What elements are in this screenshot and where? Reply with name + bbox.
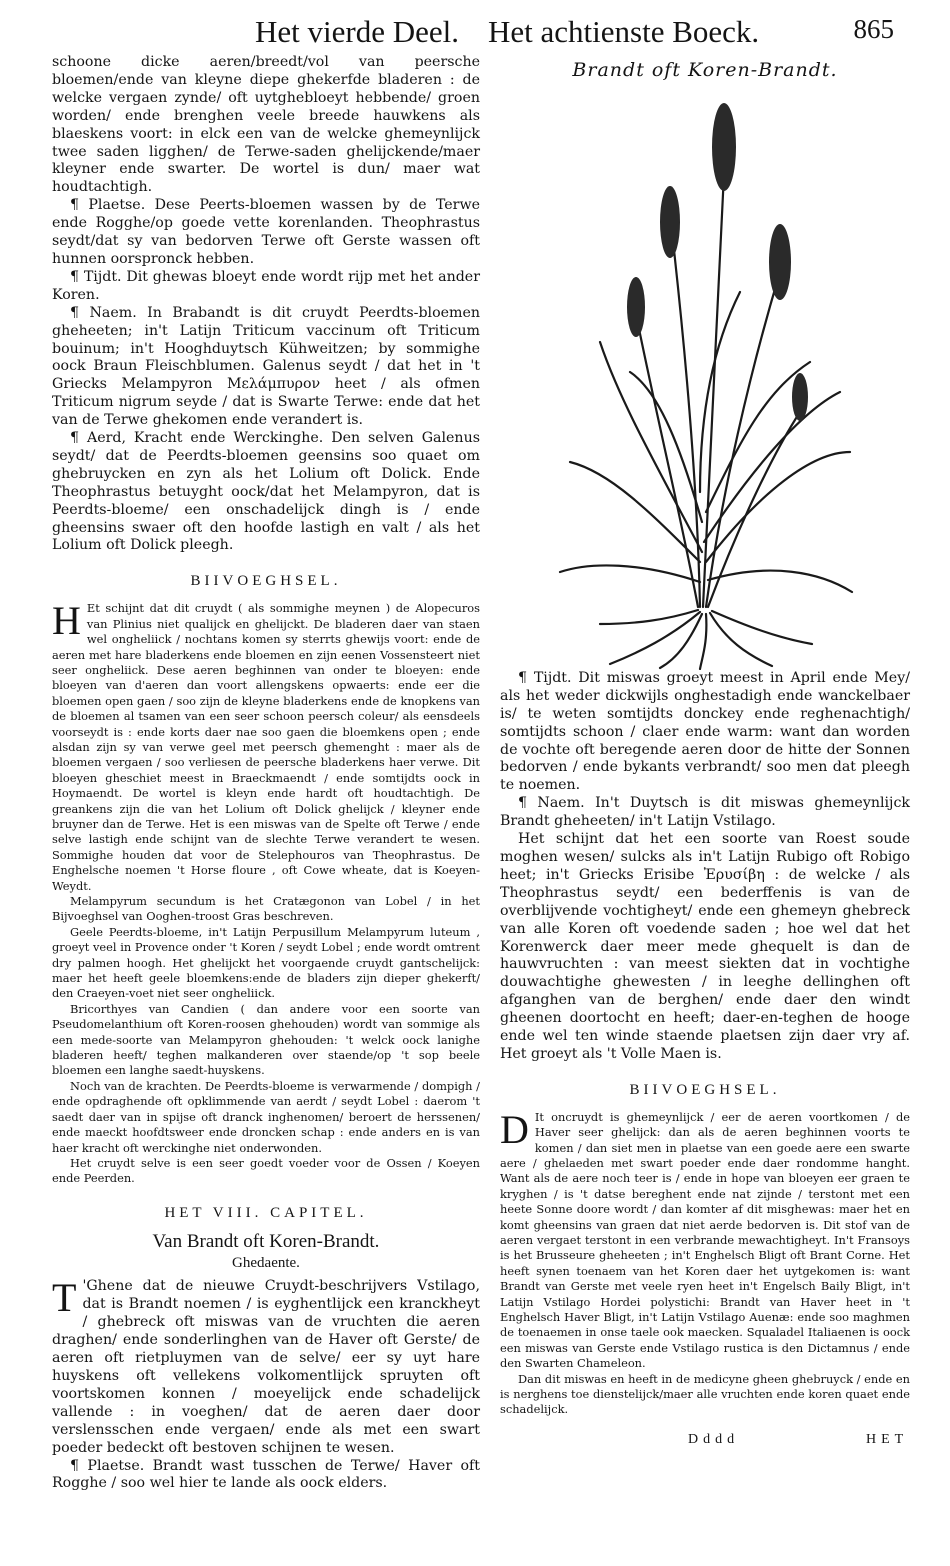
ghedaente-text: 'Ghene dat de nieuwe Cruydt-beschrijvers Vstilago, dat is Brandt noemen / is eyghentlijck een kranckheyt / ghebreck oft miswas van de vruchten die aeren draghen/ ende sonderlinghen van de Haver oft Gerste/ de aeren oft rietpluymen van de selve/ eer sy uyt hare huyskens oft vellekens volkomentlijck spruyten oft voortskomen konnen / moeyelijck ende schadelijck vallende : in voeghen/ dat de aeren daer door verslensschen ende vergaen/ ende als met een swart poeder bedeckt oft bestoven schijnen te wesen. xyxy=(52,1278,480,1456)
paragraph-aerd: ¶ Aerd, Kracht ende Werckinghe. Den selven Galenus seydt/ dat de Peerdts-bloemen geensins soo quaet om ghebruycken en zyn als het Lolium oft Dolick. Ende Theophrastus betuyght oock/dat het Melampyron, dat is Peerdts-bloeme/ een onschadelijck dingh is / ende gheensins swaer oft den hoofde lastigh en valt / als het Lolium oft Dolick pleegh. xyxy=(52,430,480,554)
signature-mark: Dddd xyxy=(688,1432,740,1447)
chapter-heading: HET VIII. CAPITEL. xyxy=(164,1204,368,1221)
paragraph-naem: ¶ Naem. In Brabandt is dit cruydt Peerdts-bloemen gheheeten; in't Latijn Triticum vaccinum oft Triticum bouinum; in't Hooghduytsch Kühweitzen; by sommighe oock Braun Fleischblumen. Galenus seydt / dat het in 't Griecks Melampyron Μελάμπυρον heet / als ofmen Triticum nigrum seyde / dat is Swarte Terwe: ende dat het van de Terwe ghekomen ende verandert is. xyxy=(52,304,480,429)
ghedaente-label: Ghedaente. xyxy=(232,1254,300,1271)
paragraph-plaetse: ¶ Plaetse. Dese Peerts-bloemen wassen by de Terwe ende Rogghe/op goede vette korenlanden. Theophrastus seydt/dat sy van bedorven Terwe oft Gerste wassen oft hunnen oorspronck hebben. xyxy=(52,197,480,267)
page-number: 865 xyxy=(853,14,894,44)
drop-capital: T xyxy=(52,1275,77,1321)
note-paragraph: Melampyrum secundum is het Cratægonon van Lobel / in het Bijvoeghsel van Ooghen-troost Gras beschreven. xyxy=(52,894,480,924)
bijvoeghsel-block-right xyxy=(500,1106,910,1418)
plant-illustration xyxy=(550,92,860,670)
catchword: HET xyxy=(866,1432,909,1447)
running-head-right: Het achtienste Boeck. xyxy=(488,14,760,49)
bijvoeghsel-text: Et schijnt dat dit cruydt ( als sommighe meynen ) de Alopecuros van Plinius niet qualijck en ghelijckt. De bladeren daer van staen wel ongheliick / nochtans komen sy sterrts ghewijs voort: ende de aeren met hare bladerkens ende bloemen en zijn eenen Vossensteert niet seer ongheliick. Dese aeren beghinnen van onder te bloeyen: ende bloeyen van d'aeren dan voort allengskens opwaerts: ende eer die bloemen open gaen / soo zijn de kleyne bladerkens ende de knopkens van de bloemen al tsamen van een seer schoon peersch coleur/ als eensdeels voorseydt is : ende korts daer nae soo gaen die bloemkens open ; ende alsdan zijn sy van verwe geel met peersch ghemenght : maer als de bloemen vergaen / soo verliesen de peersche bladerkens haer verwe. Dit bloeyen gheschiet meest in Braeckmaendt / ende somtijdts oock in Hoymaendt. De wortel is kleyn ende hardt oft houdtachtigh. De greankens zijn die van het Lolium oft Dolick ghelijck / kleyner ende bruyner dan de Terwe. Het is een miswas van de Spelte oft Terwe / ende selve lastigh ende schijnt van de slechte Terwe verandert te wesen. Sommighe houden dat voor de Stelephouros van Theophrastus. De Enghelsche noemen 't Horse floure , oft Cowe wheate, dat is Koeyen-Weydt. xyxy=(52,601,480,893)
bijvoeghsel-heading-right: BIIVOEGHSEL. xyxy=(629,1081,781,1098)
note-paragraph: Geele Peerdts-bloeme, in't Latijn Perpusillum Melampyrum luteum , groeyt veel in Provence onder 't Koren / seydt Lobel ; ende wordt omtrent dry palmen hoogh. Het ghelijckt het voorgaende cruydt gantschelijck: maer het heeft geele bloemkens:ende de bladers zijn dieper ghekerft/ den Craeyen-voet niet seer ongheliick. xyxy=(52,924,480,1001)
paragraph-roest: Het schijnt dat het een soorte van Roest soude moghen wesen/ sulcks als in't Latijn Rubigo oft Robigo heet; in't Griecks Erisibe Ἐρυσίβη : de welcke / als Theophrastus seydt/ een bederffenis is van de overblijvende vochtigheyt/ ende een ghemeyn ghebreck van alle Koren oft voedende saden ; hoe wel dat het Korenwerck daer meer mede ghequelt is dan de hauwvruchten : van meest siekten dat in vochtighe douwachtighe ghewesten / in leeghe dellinghen oft afganghen van de berghen/ ende daer den windt gheenen doortocht en heeft; daer-en-teghen de hooge ende wel ten winde staende plaetsen zijn daer vry af. Het groeyt als 't Volle Maen is. xyxy=(500,831,910,1062)
note-paragraph: Bricorthyes van Candien ( dan andere voor een soorte van Pseudomelanthium oft Koren-roosen ghehouden) wordt van sommige als een mede-soorte van Melampyron ghehouden: 't welck oock lanighe bladeren heeft/ teghen malkanderen over staende/op 't sop beele bloemen een langhe saedt-huyskens. xyxy=(52,1001,480,1078)
note-paragraph: Het cruydt selve is een seer goedt voeder voor de Ossen / Koeyen ende Peerden. xyxy=(52,1155,480,1186)
closing-paragraph: Dan dit miswas en heeft in de medicyne gheen ghebruyck / ende en is nerghens toe dienstelijck/maer alle vruchten ende koren quaet ende schadelijck. xyxy=(500,1371,910,1417)
paragraph-plaetse-brandt: ¶ Plaetse. Brandt wast tusschen de Terwe/ Haver oft Rogghe / soo wel hier te lande als oock elders. xyxy=(52,1457,480,1492)
bijvoeghsel-block xyxy=(52,598,480,1186)
chapter-title: Van Brandt oft Koren-Brandt. xyxy=(152,1230,380,1252)
bijvoeghsel-text-right: It oncruydt is ghemeynlijck / eer de aeren voortkomen / de Haver seer ghelijck: dan als de aeren beghinnen voorts te komen / dan siet men in plaetse van een goede aere een swarte aere / ghelaeden met swart poeder ende daer rondomme hanght. Want als de aere noch teer is / ende in hope van bloeyen eer graen te kryghen / is 't datse bereghent ende nat zijnde / terstont met een heete Sonne doore wordt / dan komter af dit misghewas: maer het en komt gheensins van graen dat niet aerde bedorven is. Dit stof van de aeren vergaet terstont in een verbrande mewachtigheyt. In't Fransoys is het Brusseure gheheeten ; in't Enghelsch Bligt oft Brant Corne. Het heeft synen toenaem van het Koren daer het uytgekomen is: want Brandt van Gerste met veele ryen heet in't Engelsch Baily Bligt, in't Latijn Vstilago Hordei polystichi: Brandt van Haver heet in 't Enghelsch Haver Bligt, in't Latijn Vstilago Auenæ: ende soo maghmen de toenaemen in onse taele ook maecken. Squaladel Italiaenen is oock een miswas van Gerste ende Vstilago rustica is den Dictamnus / ende den Swarten Chameleon. xyxy=(500,1109,910,1371)
paragraph-naem-brandt: ¶ Naem. In't Duytsch is dit miswas ghemeynlijck Brandt gheheeten/ in't Latijn Vstilago. xyxy=(500,795,910,830)
paragraph-tijdt: ¶ Tijdt. Dit ghewas bloeyt ende wordt rijp met het ander Koren. xyxy=(52,268,480,303)
paragraph-tijdt-brandt: ¶ Tijdt. Dit miswas groeyt meest in April ende Mey/ als het weder dickwijls onghestadigh ende wanckelbaer is/ te weten somtijdts donckey ende reghenachtigh/ somtijdts schoon / claer ende warm: want dan worden de vochte oft beregende aeren door de hitte der Sonnen bedorven / ende bykants verbrandt/ soo men dat pleegh te noemen. xyxy=(500,669,910,794)
note-paragraph: Noch van de krachten. De Peerdts-bloeme is verwarmende / dompigh / ende opdraghende oft opklimmende van aerdt / seydt Lobel : daerom 't saedt daer van in spijse oft dranck inghenomen/ beroert de herssenen/ ende maeckt hoofdtsweer ende droncken schap : ende anders en is van haer kracht oft werckinghe niet onderwonden. xyxy=(52,1078,480,1155)
drop-capital: H xyxy=(52,598,81,644)
paragraph-description: schoone dicke aeren/breedt/vol van peersche bloemen/ende van kleyne diepe ghekerfde bladeren : de welcke vergaen zynde/ oft uytghebloeyt hebbende/ groen worden/ ende brenghen veele breede hauwkens als blaeskens voort: in elck een van de welcke ghemeynlijck twee saden ligghen/ de Terwe-saden ghelijckende/maer kleyner ende swarter. De wortel is dun/ maer wat houdtachtigh. xyxy=(52,54,480,196)
right-column xyxy=(500,59,910,1418)
ghedaente-block xyxy=(52,1275,480,1457)
drop-capital: D xyxy=(500,1106,529,1152)
running-head-left: Het vierde Deel. xyxy=(255,14,459,49)
bijvoeghsel-heading: BIIVOEGHSEL. xyxy=(190,573,342,590)
figure-title: Brandt oft Koren-Brandt. xyxy=(572,59,838,81)
left-column xyxy=(52,54,480,1493)
